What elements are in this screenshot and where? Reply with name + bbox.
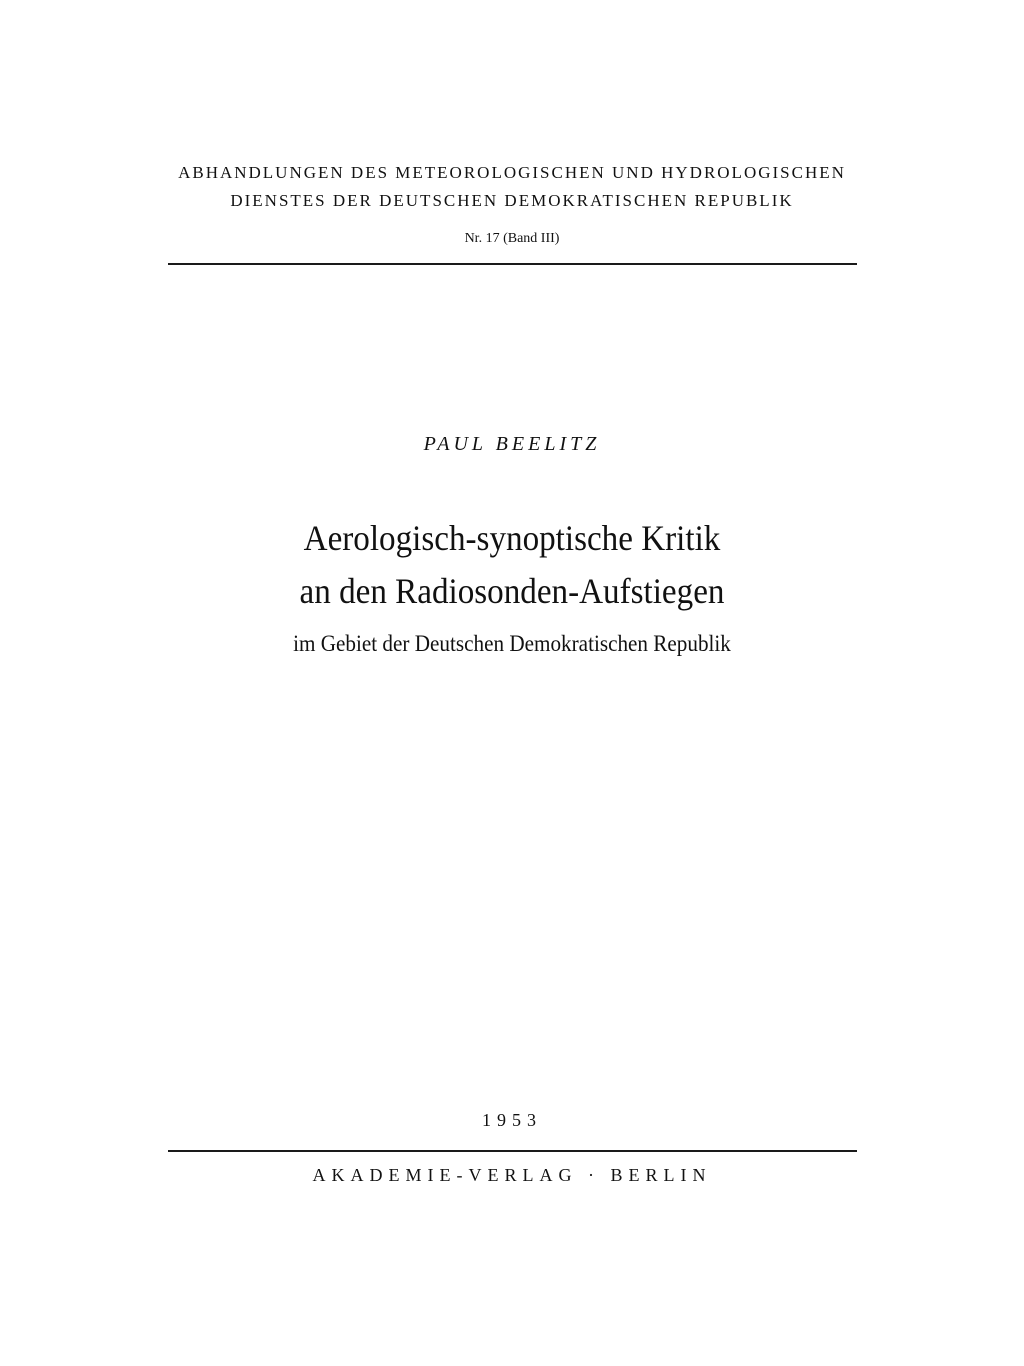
book-title-line-1: Aerologisch-synoptische Kritik <box>303 518 721 558</box>
publisher-imprint: AKADEMIE-VERLAG · BERLIN <box>312 1165 712 1185</box>
series-title-line-2: DIENSTES DER DEUTSCHEN DEMOKRATISCHEN REPUBLIK <box>230 191 794 210</box>
book-title-line-2: an den Radiosonden-Aufstiegen <box>299 571 725 611</box>
issue-number: Nr. 17 (Band III) <box>464 231 560 246</box>
publication-year: 1953 <box>482 1110 542 1130</box>
book-subtitle: im Gebiet der Deutschen Demokratischen Republik <box>293 631 731 656</box>
bottom-divider <box>168 1150 857 1152</box>
series-title-line-1: ABHANDLUNGEN DES METEOROLOGISCHEN UND HYDROLOGISCHEN <box>178 163 846 182</box>
author-name: PAUL BEELITZ <box>423 433 601 455</box>
top-divider <box>168 263 857 265</box>
